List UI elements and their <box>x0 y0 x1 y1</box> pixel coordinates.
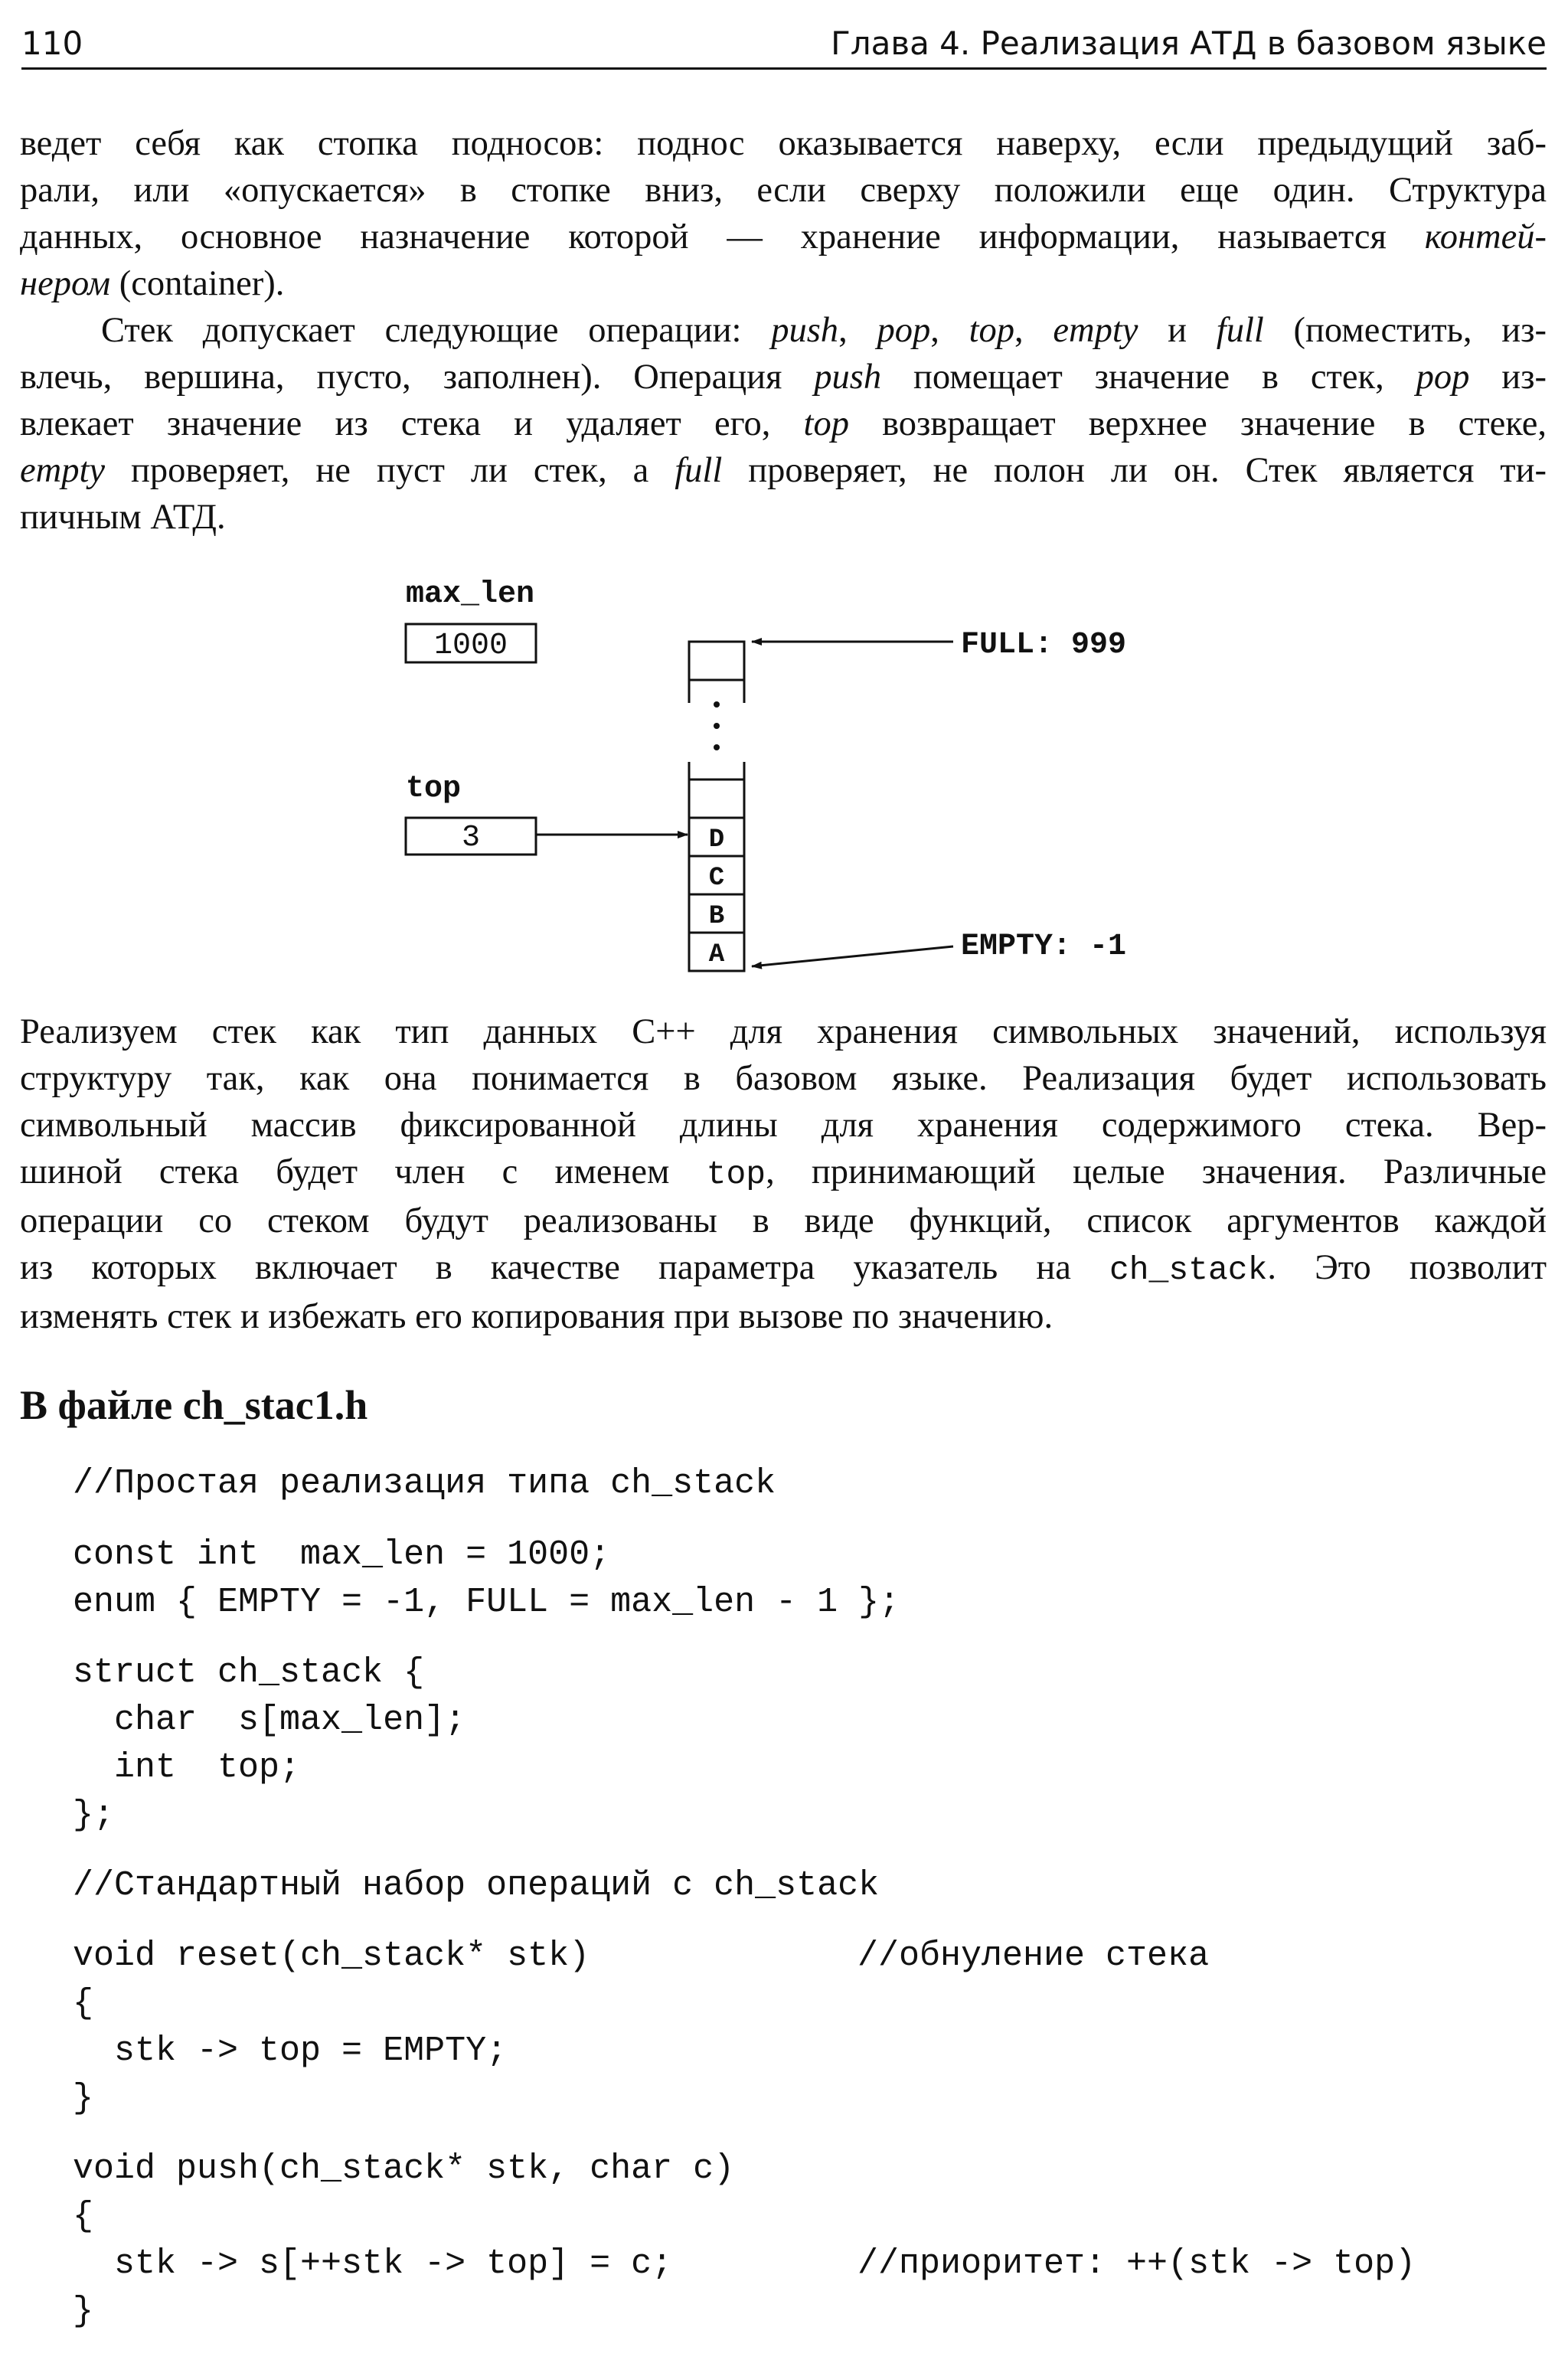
text-span: данных, основное назначение которой — хранение информации, называется <box>20 217 1387 257</box>
text-span: шиной стека будет член с именем <box>20 1152 707 1191</box>
code-line: //Стандартный набор операций с ch_stack <box>73 1866 880 1905</box>
text-line: изменять стек и избежать его копирования при вызове по значению. <box>20 1297 1054 1336</box>
code-line: enum { EMPTY = -1, FULL = max_len - 1 }; <box>73 1583 900 1622</box>
empty-label: EMPTY: -1 <box>961 930 1127 964</box>
full-label: FULL: 999 <box>961 628 1127 662</box>
code-comment: //приоритет: ++(stk -> top) <box>858 2244 1416 2283</box>
op-top: top <box>969 311 1014 350</box>
text-line: ведет себя как стопка подносов: поднос оказывается наверху, если предыдущий заб- <box>20 124 1547 163</box>
text-span: (container). <box>110 264 285 303</box>
code-comment: //обнуление стека <box>858 1936 1210 1976</box>
text-span: влекает значение из стека и удаляет его, <box>20 404 804 443</box>
text-line: рали, или «опускается» в стопке вниз, если сверху положили еще один. Структура <box>20 171 1547 210</box>
page-number: 110 <box>21 25 83 62</box>
op-pop: pop <box>1416 358 1470 397</box>
text-span: и <box>1138 311 1217 350</box>
stack-cell-label: D <box>708 825 725 855</box>
code-line: } <box>73 2079 94 2118</box>
code-line: //Простая реализация типа ch_stack <box>73 1464 776 1503</box>
text-span: проверяет, не пуст ли стек, а <box>105 451 675 490</box>
text-span: из которых включает в качестве параметра указатель на <box>20 1248 1109 1287</box>
text-line: Реализуем стек как тип данных C++ для хранения символьных значений, используя <box>20 1012 1547 1051</box>
text-span: возвращает верхнее значение в стеке, <box>848 404 1547 443</box>
inline-code-ch-stack: ch_stack <box>1109 1251 1268 1289</box>
text-line: символьный массив фиксированной длины для хранения содержимого стека. Вер- <box>20 1106 1547 1145</box>
text-span: из- <box>1469 358 1547 397</box>
inline-code-top: top <box>706 1155 766 1193</box>
op-push: push <box>814 358 882 397</box>
op-empty: empty <box>1053 311 1138 350</box>
code-line: }; <box>73 1796 115 1835</box>
op-pop: pop <box>877 311 931 350</box>
text-line: структуру так, как она понимается в базовом языке. Реализация будет использовать <box>20 1059 1547 1098</box>
text-span: (поместить, из- <box>1263 311 1547 350</box>
text-span: . Это позволит <box>1267 1248 1547 1287</box>
code-line: { <box>73 2197 94 2236</box>
stack-cell-label: A <box>708 940 725 969</box>
op-top: top <box>803 404 849 443</box>
stack-cell-label: B <box>708 902 725 931</box>
text-span: влечь, вершина, пусто, заполнен). Операция <box>20 358 815 397</box>
text-span: , <box>930 311 969 350</box>
op-full: full <box>1216 311 1264 350</box>
text-span: , <box>1014 311 1054 350</box>
code-line: struct ch_stack { <box>73 1653 425 1692</box>
term-container: контей- <box>1424 217 1547 257</box>
op-empty: empty <box>20 451 106 490</box>
code-line: char s[max_len]; <box>73 1701 466 1740</box>
code-line: { <box>73 1984 94 2023</box>
op-push: push <box>771 311 839 350</box>
text-span: проверяет, не полон ли он. Стек является ти- <box>722 451 1547 490</box>
section-heading: В файле ch_stac1.h <box>20 1382 368 1428</box>
text-line: операции со стеком будут реализованы в виде функций, список аргументов каждой <box>20 1201 1547 1240</box>
top-value: 3 <box>461 821 481 855</box>
code-line: void push(ch_stack* stk, char c) <box>73 2149 735 2188</box>
text-span: Стек допускает следующие операции: <box>101 311 772 350</box>
code-line: int top; <box>73 1748 301 1787</box>
code-line: stk -> top = EMPTY; <box>73 2031 508 2070</box>
code-line: stk -> s[++stk -> top] = c; <box>73 2244 673 2283</box>
stack-cell-label: C <box>708 864 725 893</box>
code-line: const int max_len = 1000; <box>73 1535 611 1574</box>
text-span: , <box>838 311 877 350</box>
text-span: помещает значение в стек, <box>881 358 1416 397</box>
chapter-title: Глава 4. Реализация АТД в базовом языке <box>831 25 1547 62</box>
text-span: , принимающий целые значения. Различные <box>766 1152 1547 1191</box>
term-container-end: нером <box>20 264 111 303</box>
code-line: } <box>73 2292 94 2331</box>
text-line: пичным АТД. <box>20 498 226 537</box>
max-len-value: 1000 <box>433 629 508 663</box>
code-line: void reset(ch_stack* stk) <box>73 1936 590 1976</box>
max-len-label: max_len <box>406 577 535 612</box>
op-full: full <box>675 451 723 490</box>
top-label: top <box>406 772 462 806</box>
